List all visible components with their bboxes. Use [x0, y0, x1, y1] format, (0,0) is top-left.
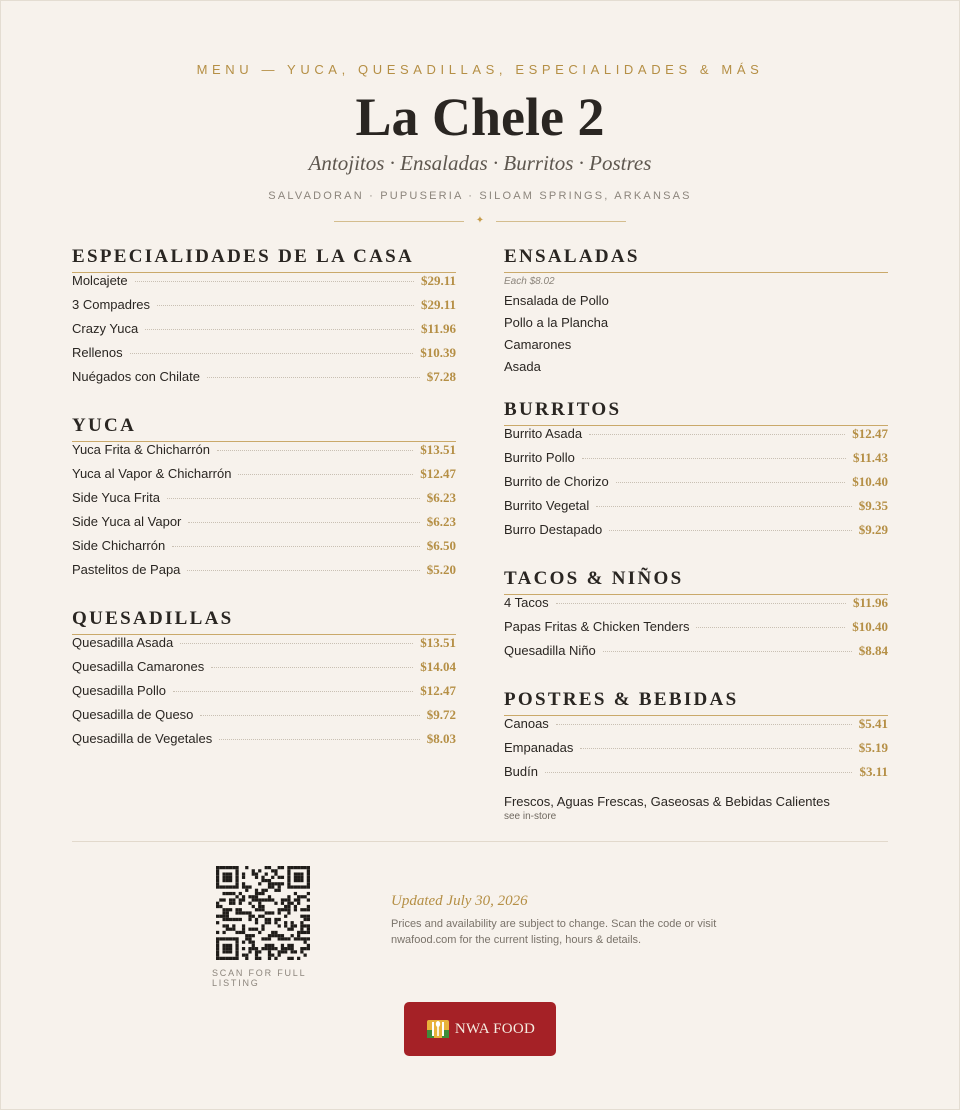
menu-item-name: Crazy Yuca — [72, 321, 139, 336]
nwa-food-badge[interactable] — [404, 1002, 556, 1056]
section-title: POSTRES & BEBIDAS — [504, 689, 888, 716]
qr-block — [212, 866, 352, 988]
dot-leader — [219, 739, 420, 740]
section-right-1 — [504, 568, 888, 667]
menu-item — [504, 522, 888, 546]
dot-leader — [609, 530, 851, 531]
fineprint: Prices and availability are subject to change. Scan the code or visit nwafood.com for the current listing, hours & details. — [391, 918, 717, 946]
menu-item-name: Camarones — [504, 336, 572, 352]
menu-columns — [72, 246, 888, 844]
menu-item-price: $3.11 — [859, 764, 888, 779]
dot-leader — [616, 482, 845, 483]
menu-item-name: Budín — [504, 764, 538, 779]
menu-item — [504, 740, 888, 764]
menu-item-price: $5.19 — [858, 740, 888, 755]
menu-item-name: Canoas — [504, 716, 549, 731]
nwa-food-logo — [425, 1016, 451, 1042]
dot-leader — [596, 506, 851, 507]
dot-leader — [207, 377, 420, 378]
menu-item — [72, 707, 456, 731]
menu-item-price: $9.72 — [426, 707, 456, 722]
menu-item-price: $7.28 — [426, 369, 456, 384]
drinks-item-note: see in-store — [504, 811, 557, 822]
menu-item-name: Pastelitos de Papa — [72, 562, 181, 577]
menu-item — [72, 466, 456, 490]
footer-divider — [72, 841, 888, 842]
menu-item-price: $11.96 — [852, 595, 888, 610]
menu-item — [72, 635, 456, 659]
section-title: QUESADILLAS — [72, 608, 456, 635]
section-left-2 — [72, 608, 456, 755]
menu-item-name: Burrito de Chorizo — [504, 474, 609, 489]
menu-item-name: Side Chicharrón — [72, 538, 166, 553]
menu-item-price: $6.50 — [426, 538, 456, 553]
menu-item-name: Nuégados con Chilate — [72, 369, 200, 384]
section-ensaladas — [504, 246, 888, 377]
menu-item — [72, 345, 456, 369]
dot-leader — [603, 651, 852, 652]
update-info — [391, 893, 731, 948]
left-column — [72, 246, 456, 844]
menu-item-price: $11.43 — [852, 450, 888, 465]
dot-leader — [188, 522, 419, 523]
menu-item-name: Burrito Pollo — [504, 450, 575, 465]
qr-caption: SCAN FOR FULL LISTING — [212, 968, 307, 988]
menu-item — [504, 426, 888, 450]
menu-item-price: $10.40 — [852, 474, 888, 489]
menu-item-name: Quesadilla de Queso — [72, 707, 194, 722]
menu-item-name: 3 Compadres — [72, 297, 151, 312]
menu-item-name: Quesadilla Pollo — [72, 683, 166, 698]
menu-item — [504, 764, 888, 788]
section-left-1 — [72, 415, 456, 586]
menu-item — [72, 514, 456, 538]
menu-item-name: Burro Destapado — [504, 522, 603, 537]
dot-leader — [200, 715, 419, 716]
menu-item-price: $8.03 — [426, 731, 456, 746]
menu-item — [72, 562, 456, 586]
menu-item — [504, 619, 888, 643]
menu-item-name: Ensalada de Pollo — [504, 292, 609, 308]
menu-item — [504, 595, 888, 619]
menu-item — [72, 490, 456, 514]
dot-leader — [135, 281, 414, 282]
dot-leader — [582, 458, 846, 459]
menu-item — [72, 538, 456, 562]
dot-leader — [172, 546, 420, 547]
menu-item-price: $12.47 — [420, 683, 456, 698]
menu-item-name: Quesadilla Camarones — [72, 659, 205, 674]
section-note: Each $8.02 — [504, 276, 555, 287]
menu-item-price: $11.96 — [420, 321, 456, 336]
qr-code-icon[interactable] — [216, 866, 310, 960]
dot-leader — [589, 434, 845, 435]
section-title: BURRITOS — [504, 399, 888, 426]
dot-leader — [238, 474, 413, 475]
menu-item — [72, 297, 456, 321]
section-title: TACOS & NIÑOS — [504, 568, 888, 595]
menu-item-name: Quesadilla de Vegetales — [72, 731, 213, 746]
menu-item — [504, 498, 888, 522]
menu-item — [72, 659, 456, 683]
menu-item-price: $10.39 — [420, 345, 456, 360]
section-title: YUCA — [72, 415, 456, 442]
menu-item — [72, 321, 456, 345]
menu-item-name: 4 Tacos — [504, 595, 549, 610]
menu-item-name: Side Yuca al Vapor — [72, 514, 182, 529]
drinks-item — [504, 794, 888, 822]
menu-item — [72, 442, 456, 466]
brand-name: NWA FOOD — [454, 1020, 536, 1037]
menu-item-price: $6.23 — [426, 490, 456, 505]
dot-leader — [696, 627, 845, 628]
menu-item-price: $10.40 — [852, 619, 888, 634]
menu-item-price: $9.29 — [858, 522, 888, 537]
dot-leader — [167, 498, 420, 499]
section-right-0 — [504, 399, 888, 546]
dot-leader — [580, 748, 851, 749]
dot-leader — [187, 570, 419, 571]
menu-item-name: Yuca al Vapor & Chicharrón — [72, 466, 232, 481]
menu-item-name: Burrito Asada — [504, 426, 583, 441]
dot-leader — [556, 603, 846, 604]
menu-item-price: $13.51 — [420, 442, 456, 457]
menu-item-name: Pollo a la Plancha — [504, 314, 609, 330]
menu-item — [504, 643, 888, 667]
menu-item-name: Side Yuca Frita — [72, 490, 160, 505]
section-title: ENSALADAS — [504, 246, 888, 273]
menu-item-name: Molcajete — [72, 273, 128, 288]
menu-item-name: Papas Fritas & Chicken Tenders — [504, 619, 690, 634]
menu-item — [72, 273, 456, 297]
drinks-item-name: Frescos, Aguas Frescas, Gaseosas & Bebidas Calientes — [504, 794, 830, 809]
menu-item — [504, 716, 888, 740]
menu-item-price: $9.35 — [858, 498, 888, 513]
postres-list — [504, 716, 888, 788]
ensaladas-list — [504, 289, 888, 377]
menu-kicker: MENU — YUCA, QUESADILLAS, ESPECIALIDADES & MÁS — [196, 62, 764, 77]
menu-item-name: Burrito Vegetal — [504, 498, 590, 513]
menu-item — [72, 369, 456, 393]
ornament-icon: ✦ — [475, 215, 485, 226]
menu-item-price: $12.47 — [420, 466, 456, 481]
menu-item-price: $5.20 — [426, 562, 456, 577]
menu-item-price: $12.47 — [852, 426, 888, 441]
dot-leader — [545, 772, 852, 773]
menu-item-price: $13.51 — [420, 635, 456, 650]
right-column — [504, 246, 888, 844]
dot-leader — [556, 724, 852, 725]
menu-item-price: $8.84 — [858, 643, 888, 658]
menu-item — [72, 731, 456, 755]
menu-item-name: Yuca Frita & Chicharrón — [72, 442, 211, 457]
menu-item-price: $5.41 — [858, 716, 888, 731]
dot-leader — [145, 329, 414, 330]
restaurant-name: La Chele 2 — [355, 87, 605, 147]
dot-leader — [173, 691, 413, 692]
menu-item — [72, 683, 456, 707]
dot-leader — [157, 305, 414, 306]
menu-item-price: $6.23 — [426, 514, 456, 529]
menu-item-name: Quesadilla Asada — [72, 635, 174, 650]
menu-item-price: $14.04 — [420, 659, 456, 674]
dot-leader — [217, 450, 413, 451]
dot-leader — [180, 643, 413, 644]
menu-item-name: Quesadilla Niño — [504, 643, 596, 658]
menu-item — [504, 474, 888, 498]
menu-subtitle: Antojitos · Ensaladas · Burritos · Postres — [308, 151, 652, 175]
updated-date: Updated July 30, 2026 — [391, 893, 528, 909]
section-left-0 — [72, 246, 456, 393]
menu-item-price: $29.11 — [420, 297, 456, 312]
section-title: ESPECIALIDADES DE LA CASA — [72, 246, 456, 273]
dot-leader — [211, 667, 413, 668]
menu-item-price: $29.11 — [420, 273, 456, 288]
section-postres-bebidas — [504, 689, 888, 822]
menu-item-name: Rellenos — [72, 345, 123, 360]
menu-item-name: Asada — [504, 358, 541, 374]
menu-item-name: Empanadas — [504, 740, 574, 755]
menu-item — [504, 450, 888, 474]
dot-leader — [130, 353, 414, 354]
restaurant-meta: SALVADORAN · PUPUSERIA · SILOAM SPRINGS, ARKANSAS — [268, 190, 692, 202]
